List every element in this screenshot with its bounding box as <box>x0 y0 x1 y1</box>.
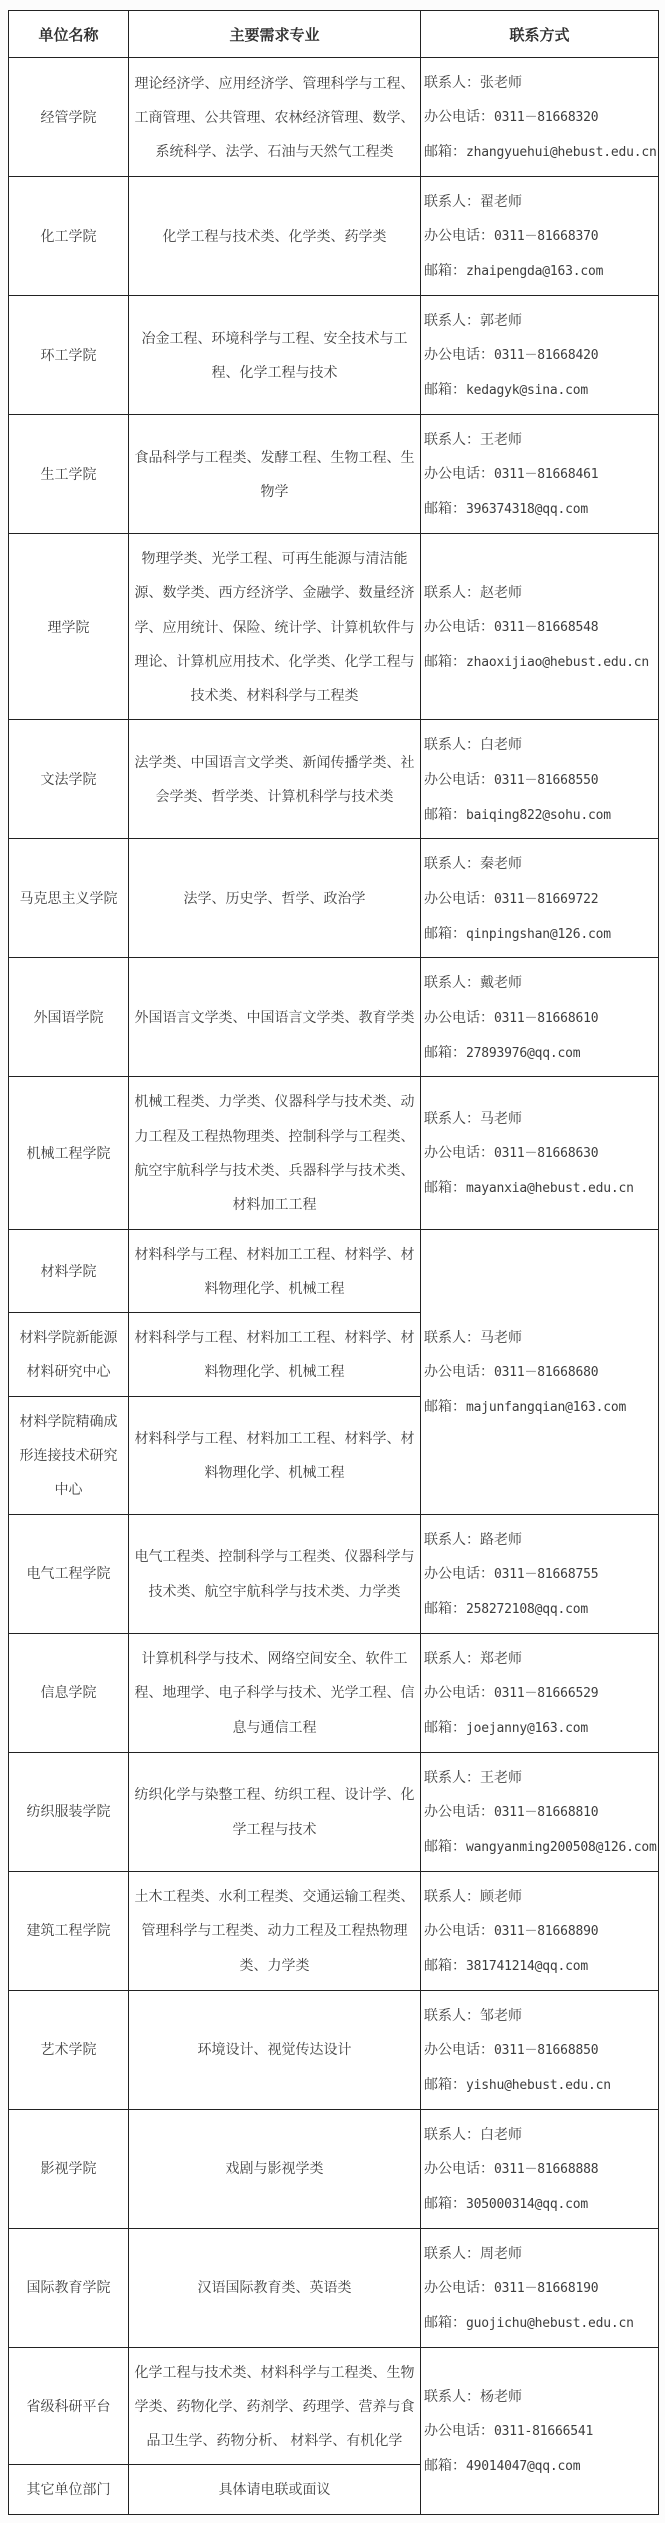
contact-person-line-label: 联系人： <box>424 2244 480 2261</box>
contact-person-line-label: 联系人： <box>424 2006 480 2023</box>
contact-phone-line <box>424 2270 656 2305</box>
contact-email-line <box>424 491 656 526</box>
majors-cell: 法学类、中国语言文学类、新闻传播学类、社会学类、哲学类、计算机科学与技术类 <box>129 720 421 839</box>
majors-cell: 化学工程与技术类、材料科学与工程类、生物学类、药物化学、药剂学、药理学、营养与食品卫生学、药物分析、 材料学、有机化学 <box>129 2347 421 2465</box>
contact-person-line <box>424 303 656 337</box>
unit-name-cell: 建筑工程学院 <box>9 1871 129 1990</box>
contact-email-line <box>424 644 656 679</box>
contact-phone-line-label: 办公电话： <box>424 1564 494 1581</box>
contact-email-line-label: 邮箱： <box>424 1599 466 1616</box>
contact-phone-line-value: 0311－81668190 <box>494 2280 599 2296</box>
table-row <box>9 295 659 414</box>
majors-cell: 环境设计、视觉传达设计 <box>129 1990 421 2109</box>
contact-person-line <box>424 1879 656 1913</box>
contact-person-line <box>424 2236 656 2270</box>
contact-email-line <box>424 2448 656 2483</box>
table-row <box>9 414 659 533</box>
contact-cell <box>421 176 659 295</box>
contact-person-line-value: 路老师 <box>480 1530 522 1547</box>
contact-person-line-label: 联系人： <box>424 1530 480 1547</box>
unit-name-cell: 材料学院精确成形连接技术研究中心 <box>9 1396 129 1514</box>
unit-name-cell: 马克思主义学院 <box>9 839 129 958</box>
table-row <box>9 958 659 1077</box>
contact-person-line-value: 郭老师 <box>480 311 522 328</box>
unit-name-cell: 电气工程学院 <box>9 1514 129 1633</box>
header-contact: 联系方式 <box>421 11 659 58</box>
contact-person-line <box>424 65 656 99</box>
contact-email-line-label: 邮箱： <box>424 805 466 822</box>
majors-cell: 材料科学与工程、材料加工工程、材料学、材料物理化学、机械工程 <box>129 1396 421 1514</box>
contact-person-line-label: 联系人： <box>424 192 480 209</box>
contact-person-line-label: 联系人： <box>424 583 480 600</box>
contact-phone-line-value: 0311－81666529 <box>494 1685 599 1701</box>
table-row <box>9 2109 659 2228</box>
contact-person-line-label: 联系人： <box>424 2125 480 2142</box>
unit-name-cell: 省级科研平台 <box>9 2347 129 2465</box>
header-unit-name: 单位名称 <box>9 11 129 58</box>
table-row <box>9 533 659 719</box>
contact-email-line-value: 305000314@qq.com <box>466 2196 589 2212</box>
contact-email-line-label: 邮箱： <box>424 2313 466 2330</box>
majors-cell: 外国语言文学类、中国语言文学类、教育学类 <box>129 958 421 1077</box>
majors-cell: 物理学类、光学工程、可再生能源与清洁能源、数学类、西方经济学、金融学、数量经济学、应用统计、保险、统计学、计算机软件与理论、计算机应用技术、化学类、化学工程与技术类、材料科学与工程类 <box>129 533 421 719</box>
contact-cell <box>421 58 659 177</box>
table-row <box>9 1514 659 1633</box>
contact-email-line <box>424 1710 656 1745</box>
majors-cell: 理论经济学、应用经济学、管理科学与工程、工商管理、公共管理、农林经济管理、数学、系统科学、法学、石油与天然气工程类 <box>129 58 421 177</box>
contact-phone-line-label: 办公电话： <box>424 108 494 125</box>
contact-phone-line-value: 0311－81668890 <box>494 1923 599 1939</box>
unit-name-cell: 其它单位部门 <box>9 2465 129 2514</box>
contact-email-line <box>424 2186 656 2221</box>
contact-phone-line-value: 0311－81668610 <box>494 1010 599 1026</box>
contact-phone-line-value: 0311－81668461 <box>494 467 599 483</box>
majors-cell: 机械工程类、力学类、仪器科学与技术类、动力工程及工程热物理类、控制科学与工程类、航空宇航科学与技术类、兵器科学与技术类、材料加工工程 <box>129 1077 421 1229</box>
contact-email-line <box>424 797 656 832</box>
contact-email-line-value: kedagyk@sina.com <box>466 383 589 399</box>
contact-email-line-value: guojichu@hebust.edu.cn <box>466 2315 634 2331</box>
contact-phone-line-label: 办公电话： <box>424 465 494 482</box>
contact-phone-line-value: 0311－81668630 <box>494 1146 599 1162</box>
contact-phone-line <box>424 1913 656 1948</box>
contact-person-line-value: 杨老师 <box>480 2387 522 2404</box>
contact-email-line-value: zhaoxijiao@hebust.edu.cn <box>466 654 650 670</box>
contact-phone-line-label: 办公电话： <box>424 1683 494 1700</box>
contact-phone-line-value: 0311－81668680 <box>494 1364 599 1380</box>
contact-person-line-value: 邹老师 <box>480 2006 522 2023</box>
contact-phone-line <box>424 337 656 372</box>
majors-cell: 冶金工程、环境科学与工程、安全技术与工程、化学工程与技术 <box>129 295 421 414</box>
contact-phone-line-value: 0311－81668850 <box>494 2042 599 2058</box>
contact-person-line-value: 翟老师 <box>480 192 522 209</box>
contact-person-line <box>424 2379 656 2413</box>
contact-phone-line-label: 办公电话： <box>424 2040 494 2057</box>
majors-cell: 计算机科学与技术、网络空间安全、软件工程、地理学、电子科学与技术、光学工程、信息与通信工程 <box>129 1633 421 1752</box>
contact-cell <box>421 2347 659 2514</box>
contact-email-line-value: majunfangqian@163.com <box>466 1399 627 1415</box>
contact-email-line-label: 邮箱： <box>424 1956 466 1973</box>
contact-phone-line-label: 办公电话： <box>424 1008 494 1025</box>
contact-person-line <box>424 1522 656 1556</box>
contact-phone-line <box>424 762 656 797</box>
contact-phone-line-value: 0311－81668550 <box>494 772 599 788</box>
contact-person-line-value: 王老师 <box>480 430 522 447</box>
contact-phone-line <box>424 1354 656 1389</box>
contact-email-line <box>424 2067 656 2102</box>
contact-person-line-value: 马老师 <box>480 1328 522 1345</box>
contact-email-line-value: 381741214@qq.com <box>466 1958 589 1974</box>
contact-person-line-label: 联系人： <box>424 430 480 447</box>
contact-email-line-value: 49014047@qq.com <box>466 2458 581 2474</box>
table-row <box>9 839 659 958</box>
contact-email-line-label: 邮箱： <box>424 1837 466 1854</box>
contact-phone-line <box>424 1794 656 1829</box>
contact-email-line-value: zhaipengda@163.com <box>466 264 604 280</box>
contact-cell <box>421 1077 659 1229</box>
contact-email-line <box>424 1829 656 1864</box>
unit-name-cell: 生工学院 <box>9 414 129 533</box>
contact-email-line-label: 邮箱： <box>424 2075 466 2092</box>
contact-email-line-label: 邮箱： <box>424 1718 466 1735</box>
contact-email-line <box>424 1170 656 1205</box>
contact-email-line-label: 邮箱： <box>424 381 466 398</box>
contact-email-line <box>424 1591 656 1626</box>
contact-person-line-label: 联系人： <box>424 1109 480 1126</box>
contact-phone-line-label: 办公电话： <box>424 1362 494 1379</box>
table-row <box>9 2347 659 2465</box>
unit-name-cell: 材料学院新能源材料研究中心 <box>9 1313 129 1397</box>
contact-person-line-label: 联系人： <box>424 855 480 872</box>
contact-phone-line-value: 0311-81666541 <box>494 2423 594 2439</box>
table-row <box>9 720 659 839</box>
contact-phone-line-label: 办公电话： <box>424 2278 494 2295</box>
majors-cell: 纺织化学与染整工程、纺织工程、设计学、化学工程与技术 <box>129 1752 421 1871</box>
contact-email-line <box>424 372 656 407</box>
contact-email-line-value: 396374318@qq.com <box>466 502 589 518</box>
contact-person-line-label: 联系人： <box>424 1887 480 1904</box>
contact-phone-line-label: 办公电话： <box>424 617 494 634</box>
contact-email-line <box>424 916 656 951</box>
contact-phone-line-label: 办公电话： <box>424 889 494 906</box>
contact-email-line-value: wangyanming200508@126.com <box>466 1839 657 1855</box>
contact-phone-line-value: 0311－81668420 <box>494 348 599 364</box>
unit-name-cell: 纺织服装学院 <box>9 1752 129 1871</box>
table-row <box>9 1229 659 1313</box>
contact-cell <box>421 414 659 533</box>
table-row <box>9 1990 659 2109</box>
contact-person-line-value: 秦老师 <box>480 855 522 872</box>
contact-email-line <box>424 253 656 288</box>
contact-cell <box>421 1229 659 1514</box>
contact-cell <box>421 720 659 839</box>
contact-phone-line <box>424 218 656 253</box>
contact-person-line <box>424 422 656 456</box>
contact-person-line <box>424 2117 656 2151</box>
contact-person-line <box>424 846 656 880</box>
contact-person-line-value: 王老师 <box>480 1768 522 1785</box>
majors-cell: 汉语国际教育类、英语类 <box>129 2228 421 2347</box>
contact-person-line <box>424 184 656 218</box>
unit-name-cell: 理学院 <box>9 533 129 719</box>
contact-person-line <box>424 727 656 761</box>
recruitment-table <box>8 10 659 2515</box>
contact-phone-line <box>424 2032 656 2067</box>
table-header-row <box>9 11 659 58</box>
contact-phone-line <box>424 1135 656 1170</box>
unit-name-cell: 文法学院 <box>9 720 129 839</box>
contact-cell <box>421 2109 659 2228</box>
contact-phone-line-label: 办公电话： <box>424 2159 494 2176</box>
contact-person-line-label: 联系人： <box>424 974 480 991</box>
contact-phone-line-value: 0311－81668548 <box>494 619 599 635</box>
contact-cell <box>421 1514 659 1633</box>
contact-email-line-label: 邮箱： <box>424 924 466 941</box>
contact-phone-line-value: 0311－81669722 <box>494 891 599 907</box>
contact-person-line-label: 联系人： <box>424 74 480 90</box>
contact-person-line <box>424 1998 656 2032</box>
contact-cell <box>421 958 659 1077</box>
contact-person-line-value: 戴老师 <box>480 974 522 991</box>
contact-email-line-value: zhangyuehui@hebust.edu.cn <box>466 145 657 161</box>
unit-name-cell: 国际教育学院 <box>9 2228 129 2347</box>
contact-email-line-label: 邮箱： <box>424 1397 466 1414</box>
contact-cell <box>421 2228 659 2347</box>
contact-person-line-value: 顾老师 <box>480 1887 522 1904</box>
contact-phone-line <box>424 1675 656 1710</box>
contact-email-line <box>424 1389 656 1424</box>
majors-cell: 法学、历史学、哲学、政治学 <box>129 839 421 958</box>
contact-person-line-label: 联系人： <box>424 2387 480 2404</box>
contact-person-line-value: 白老师 <box>480 736 522 753</box>
majors-cell: 材料科学与工程、材料加工工程、材料学、材料物理化学、机械工程 <box>129 1313 421 1397</box>
contact-phone-line-value: 0311－81668370 <box>494 229 599 245</box>
table-row <box>9 58 659 177</box>
contact-email-line-value: qinpingshan@126.com <box>466 926 611 942</box>
contact-email-line-label: 邮箱： <box>424 1179 466 1196</box>
contact-email-line-value: mayanxia@hebust.edu.cn <box>466 1181 634 1197</box>
contact-email-line-value: yishu@hebust.edu.cn <box>466 2077 611 2093</box>
contact-phone-line-value: 0311－81668888 <box>494 2161 599 2177</box>
contact-email-line-label: 邮箱： <box>424 652 466 669</box>
contact-phone-line-label: 办公电话： <box>424 1802 494 1819</box>
contact-person-line-value: 赵老师 <box>480 583 522 600</box>
unit-name-cell: 信息学院 <box>9 1633 129 1752</box>
contact-phone-line <box>424 2413 656 2448</box>
contact-cell <box>421 1990 659 2109</box>
contact-cell <box>421 533 659 719</box>
contact-phone-line-value: 0311－81668810 <box>494 1804 599 1820</box>
unit-name-cell: 化工学院 <box>9 176 129 295</box>
table-row <box>9 1077 659 1229</box>
contact-email-line-value: baiqing822@sohu.com <box>466 807 611 823</box>
contact-email-line <box>424 1035 656 1070</box>
contact-person-line-label: 联系人： <box>424 736 480 753</box>
majors-cell: 材料科学与工程、材料加工工程、材料学、材料物理化学、机械工程 <box>129 1229 421 1313</box>
contact-person-line-value: 周老师 <box>480 2244 522 2261</box>
table-row <box>9 176 659 295</box>
contact-phone-line-value: 0311－81668320 <box>494 110 599 126</box>
contact-email-line-value: 258272108@qq.com <box>466 1601 589 1617</box>
contact-person-line <box>424 1101 656 1135</box>
contact-phone-line <box>424 456 656 491</box>
majors-cell: 电气工程类、控制科学与工程类、仪器科学与技术类、航空宇航科学与技术类、力学类 <box>129 1514 421 1633</box>
table-row <box>9 2228 659 2347</box>
table-row <box>9 1752 659 1871</box>
contact-person-line <box>424 1760 656 1794</box>
contact-email-line <box>424 2305 656 2340</box>
contact-person-line <box>424 1641 656 1675</box>
contact-email-line-value: joejanny@163.com <box>466 1720 589 1736</box>
contact-phone-line <box>424 609 656 644</box>
contact-phone-line <box>424 1556 656 1591</box>
contact-email-line-value: 27893976@qq.com <box>466 1045 581 1061</box>
contact-person-line <box>424 575 656 609</box>
majors-cell: 食品科学与工程类、发酵工程、生物工程、生物学 <box>129 414 421 533</box>
unit-name-cell: 机械工程学院 <box>9 1077 129 1229</box>
contact-person-line-value: 郑老师 <box>480 1649 522 1666</box>
contact-person-line-label: 联系人： <box>424 1768 480 1785</box>
contact-phone-line-label: 办公电话： <box>424 2421 494 2438</box>
contact-cell <box>421 1871 659 1990</box>
contact-person-line-value: 张老师 <box>480 74 522 90</box>
header-majors: 主要需求专业 <box>129 11 421 58</box>
contact-person-line-label: 联系人： <box>424 1649 480 1666</box>
majors-cell: 化学工程与技术类、化学类、药学类 <box>129 176 421 295</box>
contact-email-line-label: 邮箱： <box>424 2194 466 2211</box>
contact-email-line-label: 邮箱： <box>424 500 466 517</box>
table-row <box>9 1633 659 1752</box>
unit-name-cell: 环工学院 <box>9 295 129 414</box>
contact-phone-line-value: 0311－81668755 <box>494 1566 599 1582</box>
majors-cell: 土木工程类、水利工程类、交通运输工程类、管理科学与工程类、动力工程及工程热物理类、力学类 <box>129 1871 421 1990</box>
contact-phone-line-label: 办公电话： <box>424 770 494 787</box>
contact-phone-line-label: 办公电话： <box>424 1921 494 1938</box>
contact-person-line-label: 联系人： <box>424 311 480 328</box>
contact-phone-line <box>424 1000 656 1035</box>
contact-phone-line-label: 办公电话： <box>424 346 494 363</box>
contact-phone-line-label: 办公电话： <box>424 227 494 244</box>
contact-cell <box>421 839 659 958</box>
unit-name-cell: 外国语学院 <box>9 958 129 1077</box>
contact-phone-line <box>424 2151 656 2186</box>
contact-email-line <box>424 1948 656 1983</box>
unit-name-cell: 艺术学院 <box>9 1990 129 2109</box>
contact-email-line-label: 邮箱： <box>424 262 466 279</box>
contact-email-line-label: 邮箱： <box>424 2456 466 2473</box>
contact-phone-line <box>424 881 656 916</box>
contact-person-line <box>424 1320 656 1354</box>
unit-name-cell: 材料学院 <box>9 1229 129 1313</box>
table-row <box>9 1871 659 1990</box>
contact-email-line-label: 邮箱： <box>424 143 466 160</box>
contact-person-line-value: 白老师 <box>480 2125 522 2142</box>
contact-phone-line-label: 办公电话： <box>424 1144 494 1161</box>
contact-email-line-label: 邮箱： <box>424 1043 466 1060</box>
contact-cell <box>421 1752 659 1871</box>
contact-person-line <box>424 965 656 999</box>
table-body <box>9 58 659 2515</box>
contact-person-line-label: 联系人： <box>424 1328 480 1345</box>
unit-name-cell: 经管学院 <box>9 58 129 177</box>
majors-cell: 具体请电联或面议 <box>129 2465 421 2514</box>
majors-cell: 戏剧与影视学类 <box>129 2109 421 2228</box>
contact-cell <box>421 295 659 414</box>
contact-cell <box>421 1633 659 1752</box>
contact-email-line <box>424 134 656 169</box>
contact-phone-line <box>424 99 656 134</box>
contact-person-line-value: 马老师 <box>480 1109 522 1126</box>
unit-name-cell: 影视学院 <box>9 2109 129 2228</box>
